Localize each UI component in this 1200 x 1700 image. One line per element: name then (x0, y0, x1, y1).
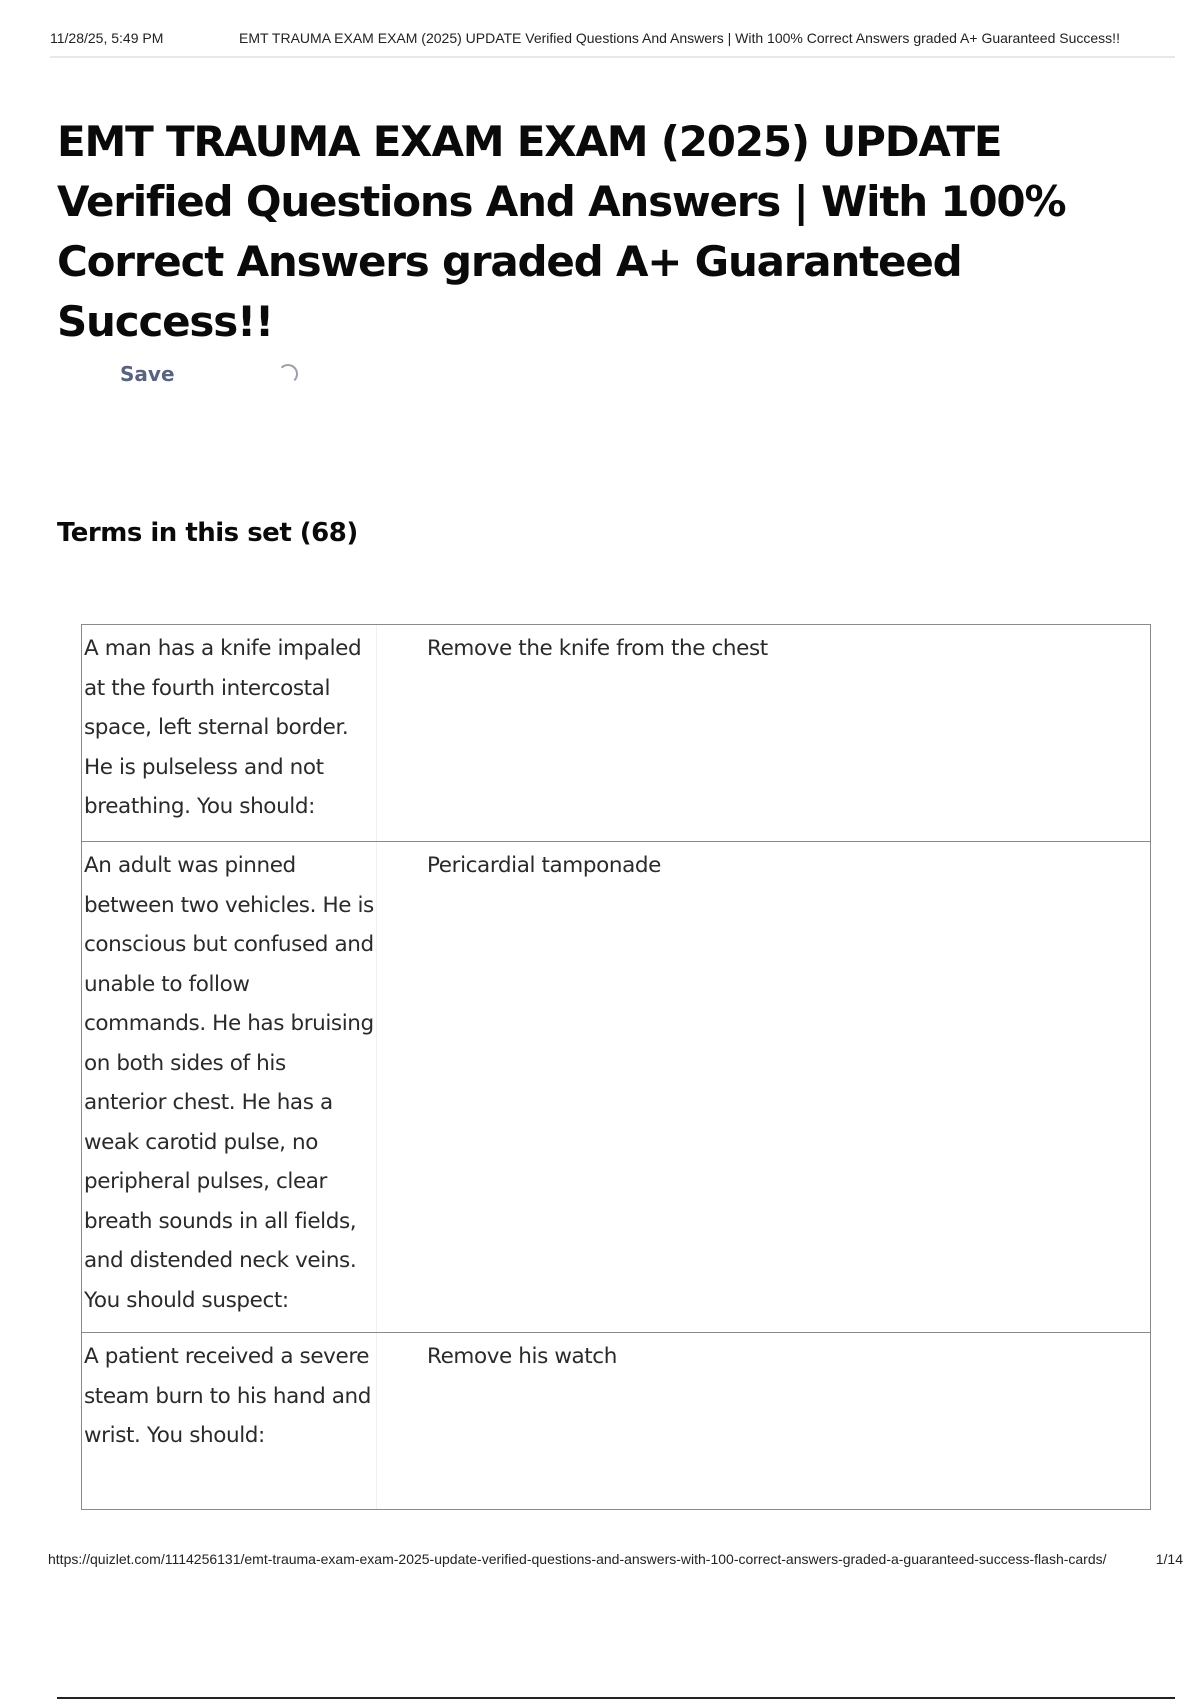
term-row (82, 841, 1150, 1332)
save-button[interactable]: Save (120, 362, 175, 386)
page-title: EMT TRAUMA EXAM EXAM (2025) UPDATE Verified Questions And Answers | With 100% Correct Answers graded A+ Guaranteed Success!! (57, 117, 1066, 346)
print-url[interactable]: https://quizlet.com/1114256131/emt-trauma-exam-exam-2025-update-verified-questions-and-answers-with-100-correct-answers-graded-a-guaranteed-success-flash-cards/ (48, 1551, 1107, 1567)
term-text: An adult was pinned between two vehicles. He is conscious but confused and unable to follow commands. He has bruising on both sides of his anterior chest. He has a weak carotid pulse, no peripheral pulses, clear breath sounds in all fields, and distended neck veins. You should suspect: (82, 842, 377, 1332)
term-row (82, 1332, 1150, 1509)
print-doc-title: EMT TRAUMA EXAM EXAM (2025) UPDATE Verified Questions And Answers | With 100% Correct Answers graded A+ Guaranteed Success!! (239, 30, 1120, 46)
terms-table (81, 624, 1151, 1510)
definition-text: Pericardial tamponade (427, 853, 661, 878)
print-datetime: 11/28/25, 5:49 PM (50, 30, 164, 46)
term-text: A man has a knife impaled at the fourth intercostal space, left sternal border. He is pulseless and not breathing. You should: (82, 625, 377, 841)
terms-heading: Terms in this set (68) (57, 518, 358, 548)
page-number: 1/14 (1155, 1551, 1183, 1567)
page-divider (57, 1697, 1175, 1699)
definition-text: Remove the knife from the chest (427, 636, 768, 661)
term-row (82, 625, 1150, 841)
print-header (50, 28, 1175, 58)
loading-spinner-icon (278, 364, 298, 384)
term-text: A patient received a severe steam burn to his hand and wrist. You should: (82, 1333, 377, 1509)
definition-text: Remove his watch (427, 1344, 617, 1369)
